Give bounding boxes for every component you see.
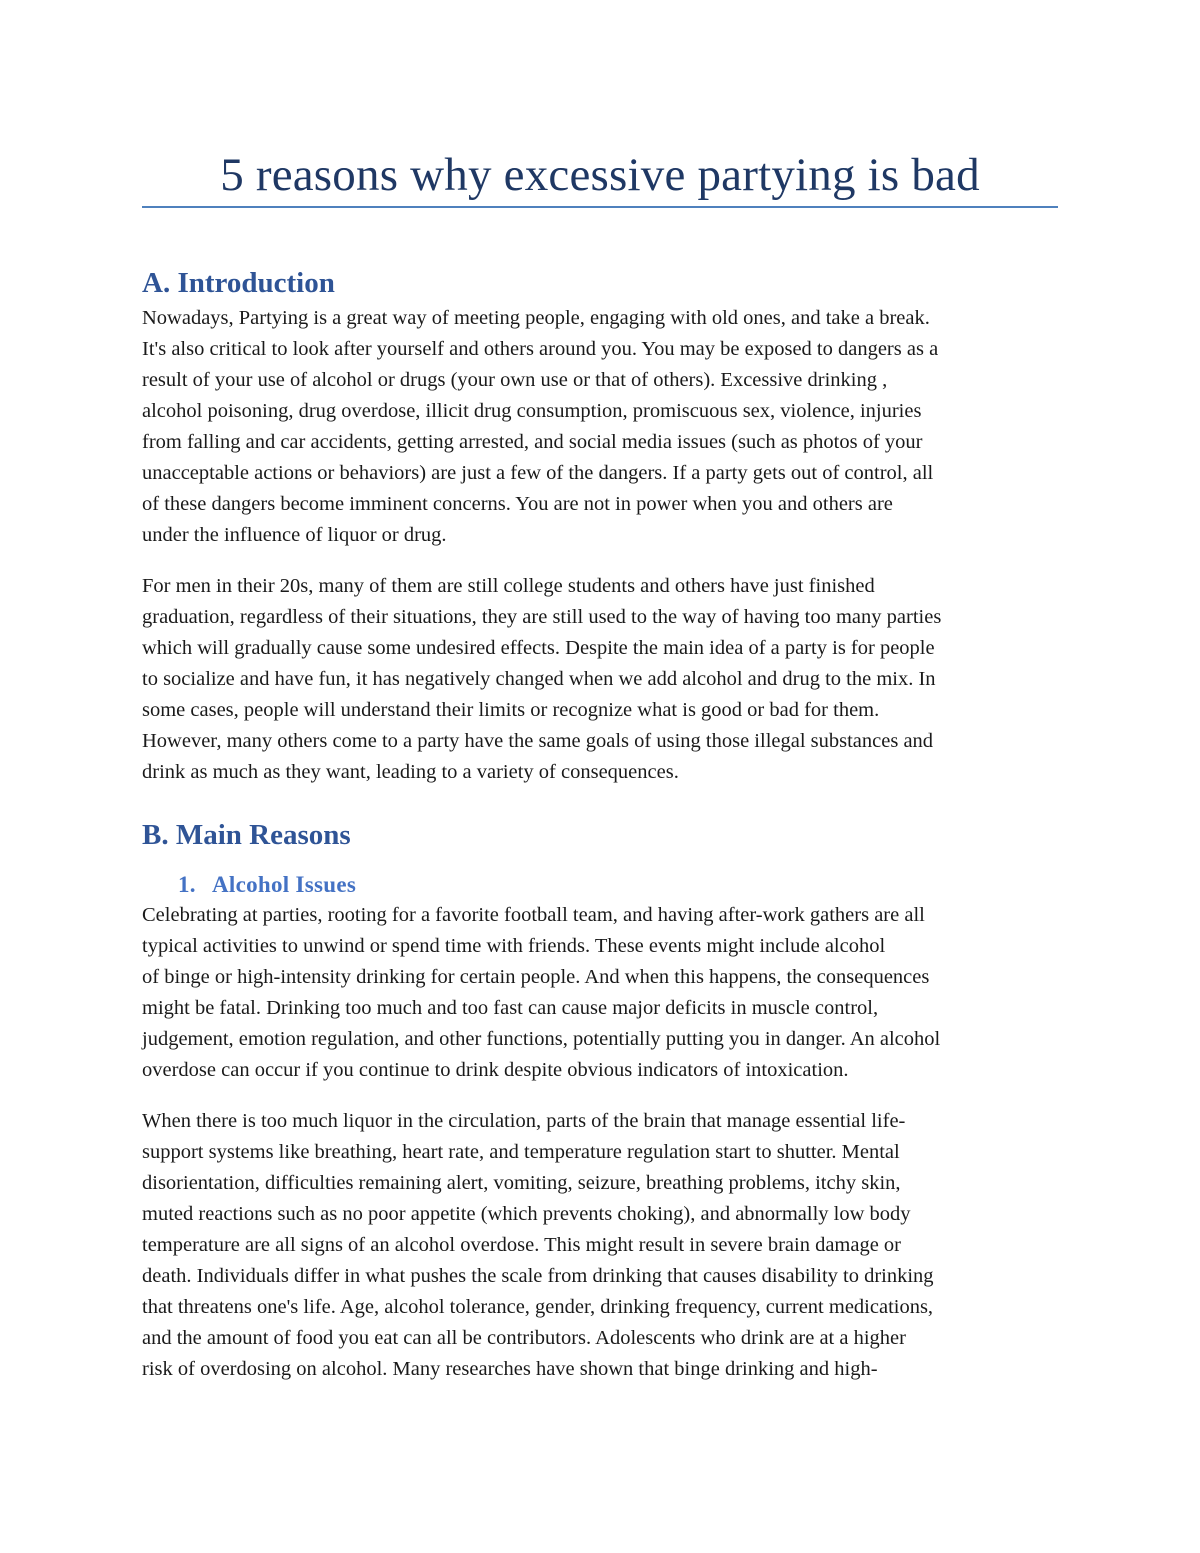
text-line: disorientation, difficulties remaining alert, vomiting, seizure, breathing problems, itchy skin, (142, 1172, 901, 1194)
document-page (142, 0, 1058, 1385)
text-line: of binge or high-intensity drinking for certain people. And when this happens, the consequences (142, 966, 930, 988)
text-line: to socialize and have fun, it has negatively changed when we add alcohol and drug to the mix. In (142, 668, 936, 690)
text-line: from falling and car accidents, getting arrested, and social media issues (such as photos of your (142, 431, 923, 453)
section-heading-introduction: A. Introduction (142, 267, 335, 299)
text-line: It's also critical to look after yourself and others around you. You may be exposed to dangers as a (142, 338, 939, 360)
text-line: typical activities to unwind or spend time with friends. These events might include alcohol (142, 935, 886, 957)
text-line: under the influence of liquor or drug. (142, 524, 447, 546)
document-title: 5 reasons why excessive partying is bad (220, 149, 980, 201)
alcohol-issues-paragraph-1 (142, 900, 1058, 1086)
text-line: muted reactions such as no poor appetite (which prevents choking), and abnormally low body (142, 1203, 911, 1225)
text-line: However, many others come to a party have the same goals of using those illegal substances and (142, 730, 934, 752)
alcohol-issues-paragraph-2 (142, 1106, 1058, 1385)
subsection-number: 1. (178, 872, 196, 897)
text-line: drink as much as they want, leading to a variety of consequences. (142, 761, 679, 783)
text-line: death. Individuals differ in what pushes the scale from drinking that causes disability to drinking (142, 1265, 934, 1287)
text-line: alcohol poisoning, drug overdose, illicit drug consumption, promiscuous sex, violence, injuries (142, 400, 922, 422)
subsection-heading-alcohol-issues (178, 870, 1058, 900)
text-line: some cases, people will understand their limits or recognize what is good or bad for them. (142, 699, 880, 721)
introduction-paragraph-2 (142, 571, 1058, 788)
section-heading-main-reasons: B. Main Reasons (142, 819, 351, 851)
text-line: Celebrating at parties, rooting for a favorite football team, and having after-work gathers are all (142, 904, 925, 926)
text-line: might be fatal. Drinking too much and too fast can cause major deficits in muscle control, (142, 997, 879, 1019)
text-line: unacceptable actions or behaviors) are just a few of the dangers. If a party gets out of control, all (142, 462, 934, 484)
text-line: result of your use of alcohol or drugs (your own use or that of others). Excessive drinking , (142, 369, 888, 391)
text-line: overdose can occur if you continue to drink despite obvious indicators of intoxication. (142, 1059, 849, 1081)
title-underline (142, 206, 1058, 208)
text-line: For men in their 20s, many of them are still college students and others have just finished (142, 575, 875, 597)
text-line: and the amount of food you eat can all be contributors. Adolescents who drink are at a higher (142, 1327, 906, 1349)
text-line: graduation, regardless of their situations, they are still used to the way of having too many parties (142, 606, 942, 628)
subsection-title: Alcohol Issues (212, 872, 357, 897)
text-line: judgement, emotion regulation, and other functions, potentially putting you in danger. An alcohol (142, 1028, 941, 1050)
text-line: of these dangers become imminent concerns. You are not in power when you and others are (142, 493, 893, 515)
text-line: risk of overdosing on alcohol. Many researches have shown that binge drinking and high- (142, 1358, 878, 1380)
text-line: support systems like breathing, heart rate, and temperature regulation start to shutter. Mental (142, 1141, 900, 1163)
introduction-paragraph-1 (142, 303, 1058, 551)
text-line: Nowadays, Partying is a great way of meeting people, engaging with old ones, and take a break. (142, 307, 930, 329)
text-line: temperature are all signs of an alcohol overdose. This might result in severe brain damage or (142, 1234, 902, 1256)
text-line: When there is too much liquor in the circulation, parts of the brain that manage essential life- (142, 1110, 906, 1132)
text-line: which will gradually cause some undesired effects. Despite the main idea of a party is for people (142, 637, 935, 659)
text-line: that threatens one's life. Age, alcohol tolerance, gender, drinking frequency, current medications, (142, 1296, 934, 1318)
